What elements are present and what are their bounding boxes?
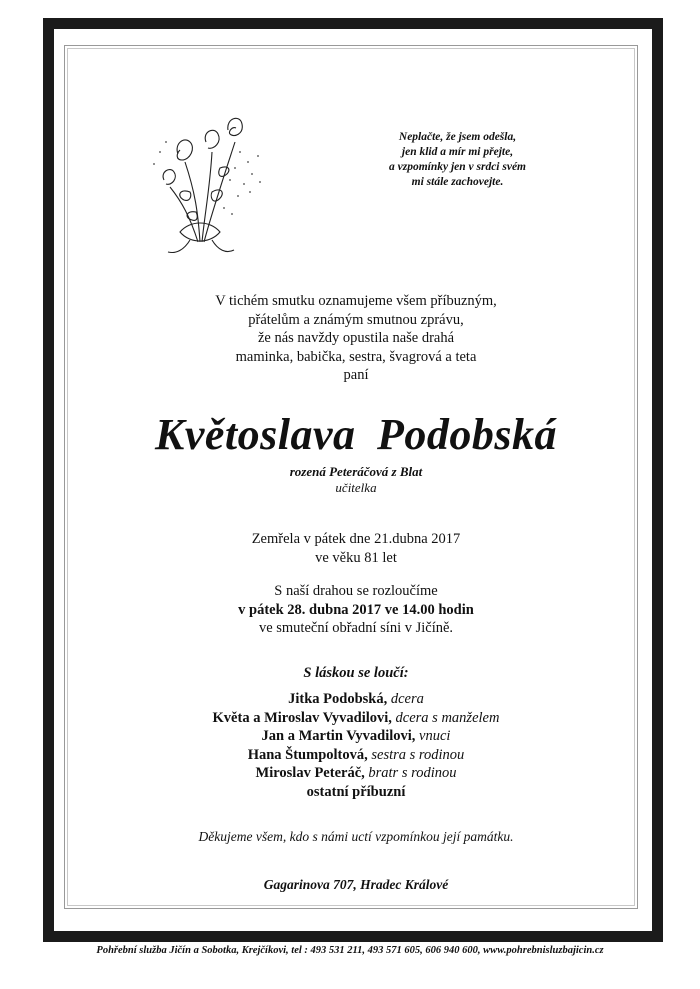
roses-illustration-icon: [140, 92, 270, 264]
list-item: [64, 746, 648, 765]
mourner-relation: dcera s manželem: [391, 709, 500, 726]
list-item: [64, 727, 648, 746]
mourner-name: Hana Štumpoltová,: [247, 746, 368, 763]
poem-line: jen klid a mír mi přejte,: [401, 146, 514, 158]
list-item: [64, 783, 648, 802]
funeral-details: [64, 582, 648, 638]
mourner-relation: vnuci: [415, 728, 451, 744]
poem-line: a vzpomínky jen v srdci svém: [388, 161, 527, 173]
funeral-place: ve smuteční obřadní síni v Jičíně.: [258, 620, 454, 636]
announcement-text: [64, 292, 648, 385]
poem-verse: [360, 130, 555, 190]
deceased-name: Květoslava Podobská: [154, 410, 557, 459]
death-date: Zemřela v pátek dne 21.dubna 2017: [251, 531, 461, 547]
list-item: [64, 709, 648, 728]
list-item: [64, 690, 648, 709]
announcement-line: maminka, babička, sestra, švagrová a teta: [235, 348, 477, 365]
funeral-service-footer: Pohřební služba Jičín a Sobotka, Krejčíkovi, tel : 493 531 211, 493 571 605, 606 940 600, www.pohrebnisluzbajicin.cz: [96, 945, 604, 956]
mourner-relation: bratr s rodinou: [364, 765, 457, 781]
announcement-line: V tichém smutku oznamujeme všem příbuzným,: [215, 293, 497, 309]
maiden-name: rozená Peteráčová z Blat: [289, 464, 423, 479]
list-item: [64, 764, 648, 783]
poem-line: mi stále zachovejte.: [411, 176, 504, 188]
announcement-line: že nás navždy opustila naše drahá: [257, 330, 455, 346]
death-age: ve věku 81 let: [315, 549, 397, 566]
address: Gagarinova 707, Hradec Králové: [263, 877, 449, 892]
occupation: učitelka: [335, 480, 377, 495]
announcement-line: paní: [343, 367, 369, 383]
mourner-name: Jitka Podobská,: [288, 691, 388, 707]
death-details: [64, 530, 648, 567]
mourner-name: Jan a Martin Vyvadilovi,: [261, 728, 416, 744]
mourner-relation: dcera: [387, 691, 424, 707]
mourner-relation: sestra s rodinou: [367, 746, 465, 763]
funeral-intro: S naší drahou se rozloučíme: [274, 583, 438, 599]
mourners-list: [64, 690, 648, 801]
poem-line: Neplačte, že jsem odešla,: [398, 131, 517, 143]
mourner-name: ostatní příbuzní: [306, 783, 406, 800]
funeral-datetime: v pátek 28. dubna 2017 ve 14.00 hodin: [238, 601, 474, 618]
announcement-line: přátelům a známým smutnou zprávu,: [248, 311, 464, 328]
mourner-name: Květa a Miroslav Vyvadilovi,: [212, 709, 392, 726]
thanks-note: Děkujeme všem, kdo s námi uctí vzpomínkou její památku.: [198, 829, 514, 844]
mourners-heading: S láskou se loučí:: [303, 665, 409, 681]
mourner-name: Miroslav Peteráč,: [255, 765, 365, 781]
